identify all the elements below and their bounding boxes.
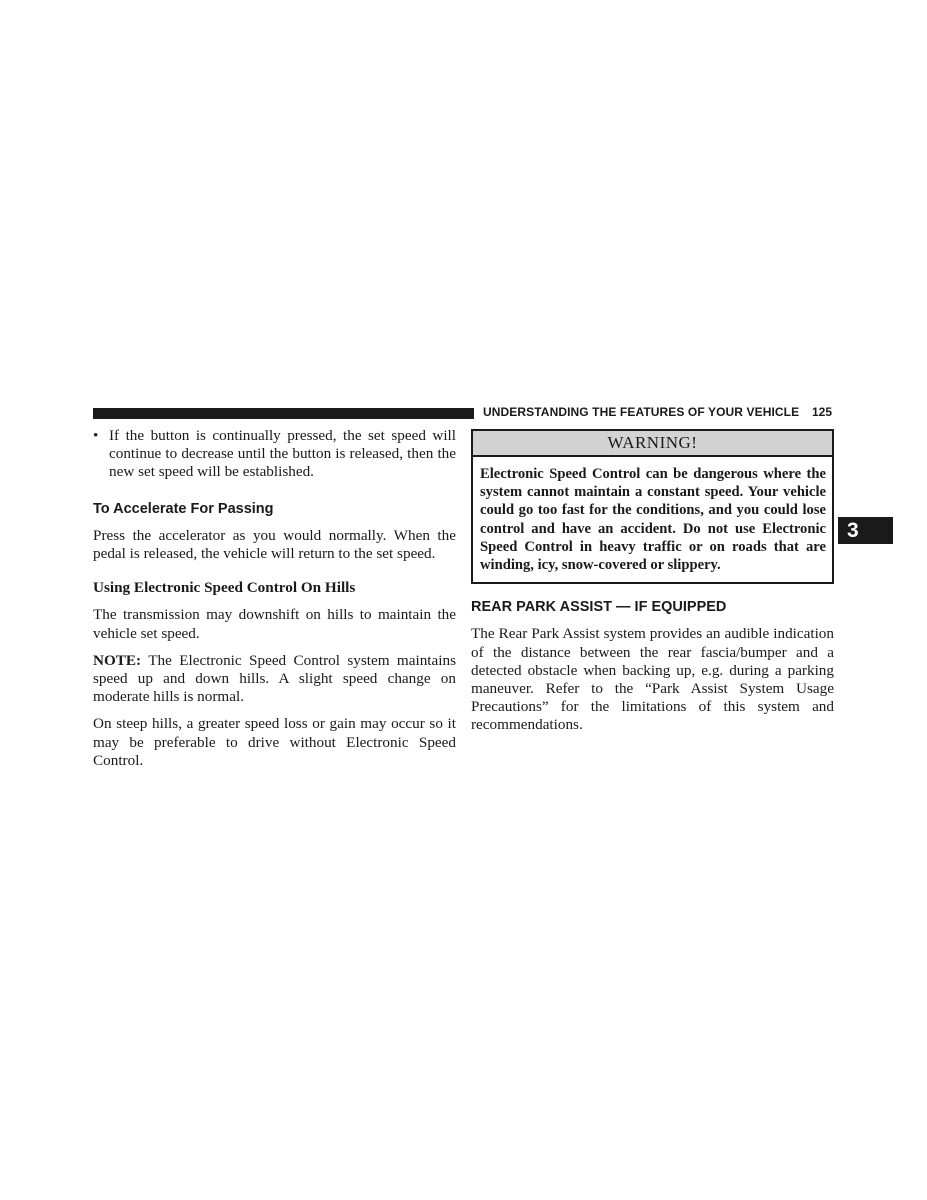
note-label: NOTE: [93, 651, 142, 669]
paragraph-rear-park-assist: The Rear Park Assist system provides an audible indication of the distance between the rear fascia/bumper and a detected obstacle when backing up, e.g. during a parking maneuver. Refer to the “Park Assist System Usage Precautions” for the limitations of this system and recommendations. [471, 625, 834, 734]
right-column [471, 427, 834, 744]
paragraph-hills: The transmission may downshift on hills to maintain the vehicle set speed. [93, 606, 456, 642]
note-paragraph [93, 652, 456, 707]
warning-box [471, 429, 834, 584]
heading-hills: Using Electronic Speed Control On Hills [93, 579, 356, 597]
heading-rear-park-assist: REAR PARK ASSIST — IF EQUIPPED [471, 599, 727, 616]
bullet-text: If the button is continually pressed, the set speed will continue to decrease until the button is released, then the new set speed will be established. [109, 427, 456, 481]
page-number: 125 [812, 405, 833, 419]
paragraph-steep-hills: On steep hills, a greater speed loss or gain may occur so it may be preferable to drive without Electronic Speed Control. [93, 715, 456, 769]
left-column [93, 427, 456, 779]
note-text: The Electronic Speed Control system maintains speed up and down hills. A slight speed change on moderate hills is normal. [93, 651, 456, 706]
heading-accelerate-passing: To Accelerate For Passing [93, 500, 274, 517]
chapter-tab: 3 [838, 517, 893, 544]
warning-title: WARNING! [473, 431, 832, 457]
warning-text: Electronic Speed Control can be dangerous where the system cannot maintain a constant speed. Your vehicle could go too fast for the conditions, and you could lose control and have an accident. Do not use Electronic Speed Control in heavy traffic or on roads that are winding, icy, snow-covered or slippery. [480, 466, 826, 574]
paragraph-passing: Press the accelerator as you would normally. When the pedal is released, the vehicle will return to the set speed. [93, 526, 456, 563]
running-header-title: UNDERSTANDING THE FEATURES OF YOUR VEHICLE [483, 405, 800, 419]
bullet-item [93, 427, 456, 482]
bullet-dot-icon: • [93, 427, 99, 444]
header-rule [93, 408, 474, 419]
